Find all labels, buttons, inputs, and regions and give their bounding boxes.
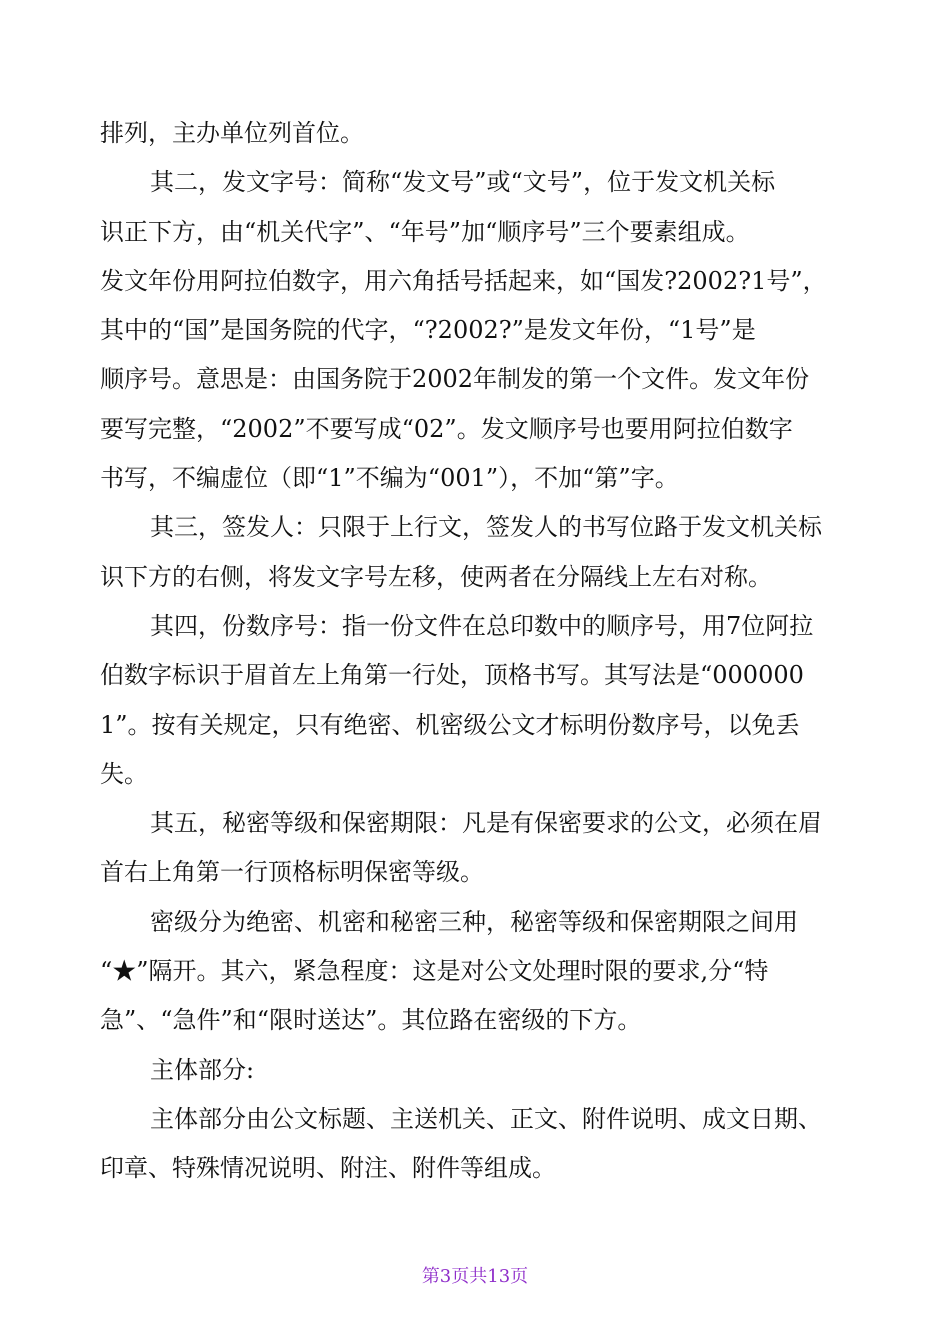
page-number: 第3页共13页	[421, 1266, 529, 1287]
text-line: 其五，秘密等级和保密期限：凡是有保密要求的公文，必须在眉	[150, 809, 822, 838]
text-line: 首右上角第一行顶格标明保密等级。	[100, 858, 484, 887]
text-line: 识正下方，由“机关代字”、“年号”加“顺序号”三个要素组成。	[100, 217, 750, 246]
text-line: 主体部分由公文标题、主送机关、正文、附件说明、成文日期、	[150, 1104, 822, 1133]
section-heading: 主体部分:	[150, 1055, 255, 1084]
text-line: 其四，份数序号：指一份文件在总印数中的顺序号，用7位阿拉	[150, 611, 814, 640]
text-line: 排列，主办单位列首位。	[100, 119, 364, 147]
text-line: 急”、“急件”和“限时送达”。其位路在密级的下方。	[100, 1006, 642, 1035]
text-line: 印章、特殊情况说明、附注、附件等组成。	[100, 1154, 556, 1183]
text-line: 失。	[100, 759, 148, 788]
text-line: 伯数字标识于眉首左上角第一行处，顶格书写。其写法是“000000	[100, 661, 804, 690]
text-line: 顺序号。意思是：由国务院于2002年制发的第一个文件。发文年份	[100, 365, 810, 394]
document-body	[100, 109, 852, 1194]
text-line: 其二，发文字号：简称“发文号”或“文号”，位于发文机关标	[150, 168, 776, 197]
text-line: 其中的“国”是国务院的代字，“?2002?”是发文年份，“1号”是	[100, 316, 756, 345]
text-line: 书写，不编虚位（即“1”不编为“001”），不加“第”字。	[100, 464, 679, 493]
text-line: 其三，签发人：只限于上行文，签发人的书写位路于发文机关标	[150, 513, 822, 542]
text-line: 1”。按有关规定，只有绝密、机密级公文才标明份数序号，以免丢	[100, 710, 800, 739]
text-line: 识下方的右侧，将发文字号左移，使两者在分隔线上左右对称。	[100, 562, 772, 591]
text-line: 要写完整，“2002”不要写成“02”。发文顺序号也要用阿拉伯数字	[100, 414, 793, 443]
text-line: 密级分为绝密、机密和秘密三种，秘密等级和保密期限之间用	[150, 907, 798, 936]
text-line: “★”隔开。其六，紧急程度：这是对公文处理时限的要求,分“特	[100, 957, 769, 986]
text-line: 发文年份用阿拉伯数字，用六角括号括起来，如“国发?2002?1号”，	[100, 266, 827, 295]
